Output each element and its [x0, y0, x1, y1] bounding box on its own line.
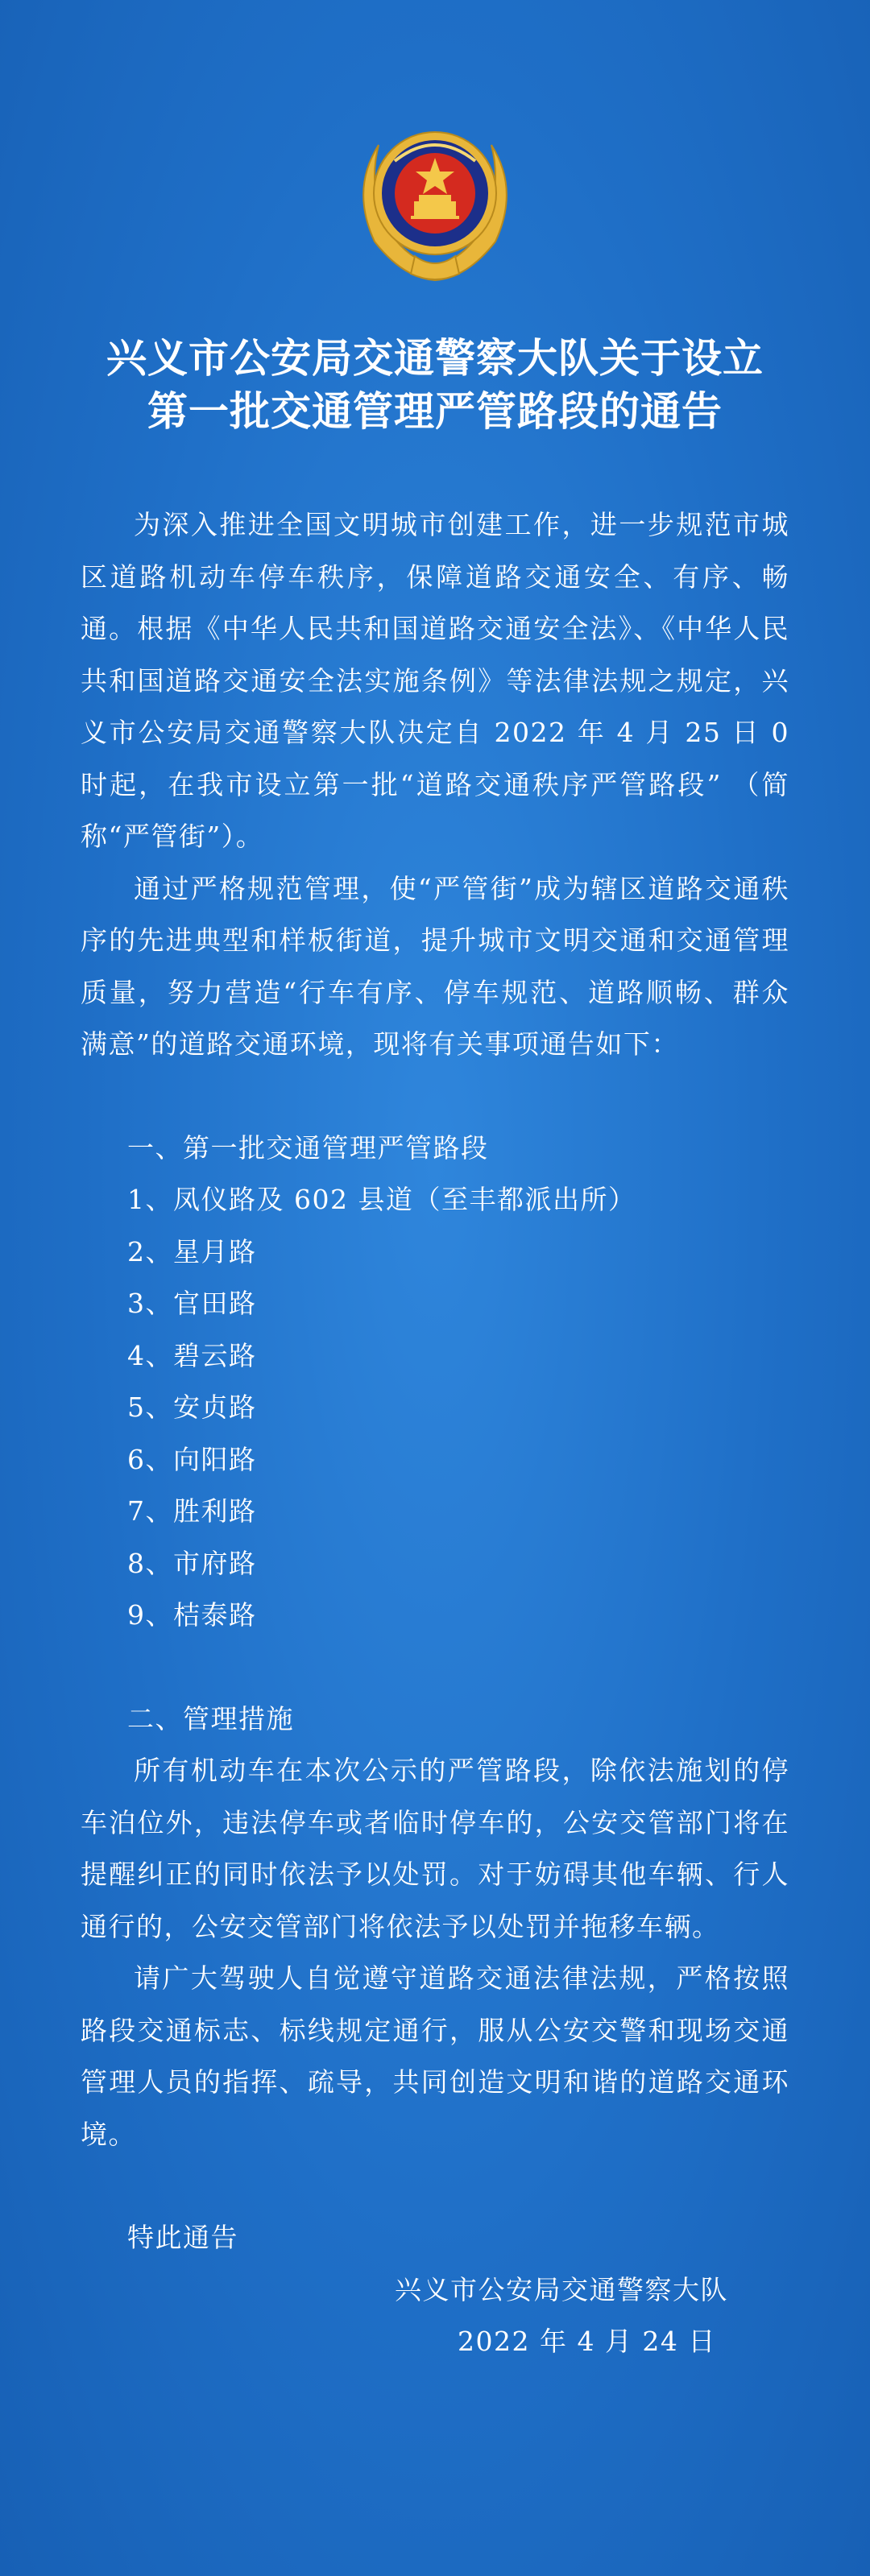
purpose-paragraph: 通过严格规范管理，使“严管街”成为辖区道路交通秩序的先进典型和样板街道，提升城市文明交通和交通管理质量，努力营造“行车有序、停车规范、道路顺畅、群众满意”的道路交通环境，现将有关事项通告如下：: [81, 872, 789, 1060]
road-item: 6、向阳路: [127, 1443, 257, 1475]
closing-notice: 特此通告: [127, 2222, 238, 2253]
section-2-heading: 二、管理措施: [127, 1702, 294, 1735]
road-item: 4、碧云路: [127, 1339, 257, 1371]
road-item: 1、凤仪路及 602 县道（至丰都派出所）: [127, 1184, 636, 1215]
road-item: 8、市府路: [127, 1547, 257, 1579]
notice-body: [81, 499, 789, 2368]
title-line-2: 第一批交通管理严管路段的通告: [147, 387, 723, 435]
intro-paragraph: 为深入推进全国文明城市创建工作，进一步规范市城区道路机动车停车秩序，保障道路交通安全、有序、畅通。根据《中华人民共和国道路交通安全法》、《中华人民共和国道路交通安全法实施条例》等法律法规之规定，兴义市公安局交通警察大队决定自 2022 年 4 月 25 日 0 时起，在我市设立第一批“道路交通秩序严管路段” （简称“严管街”）。: [81, 509, 789, 852]
road-item: 2、星月路: [127, 1235, 257, 1267]
appeal-paragraph: 请广大驾驶人自觉遵守道路交通法律法规，严格按照路段交通标志、标线规定通行，服从公安交警和现场交通管理人员的指挥、疏导，共同创造文明和谐的道路交通环境。: [81, 1962, 789, 2150]
road-item: 5、安贞路: [127, 1391, 257, 1423]
road-item: 7、胜利路: [127, 1495, 257, 1527]
measures-paragraph: 所有机动车在本次公示的严管路段，除依法施划的停车泊位外，违法停车或者临时停车的，公安交管部门将在提醒纠正的同时依法予以处罚。对于妨碍其他车辆、行人通行的，公安交管部门将依法予以处罚并拖移车辆。: [81, 1755, 789, 1942]
issuer-signature: 兴义市公安局交通警察大队: [395, 2273, 728, 2305]
police-emblem-icon: [338, 113, 532, 290]
notice-title: [48, 332, 822, 438]
issue-date: 2022 年 4 月 24 日: [458, 2326, 716, 2357]
road-item: 3、官田路: [127, 1288, 257, 1319]
title-line-1: 兴义市公安局交通警察大队关于设立: [106, 334, 764, 382]
road-item: 9、桔泰路: [127, 1599, 257, 1631]
section-1-heading: 一、第一批交通管理严管路段: [127, 1131, 489, 1164]
